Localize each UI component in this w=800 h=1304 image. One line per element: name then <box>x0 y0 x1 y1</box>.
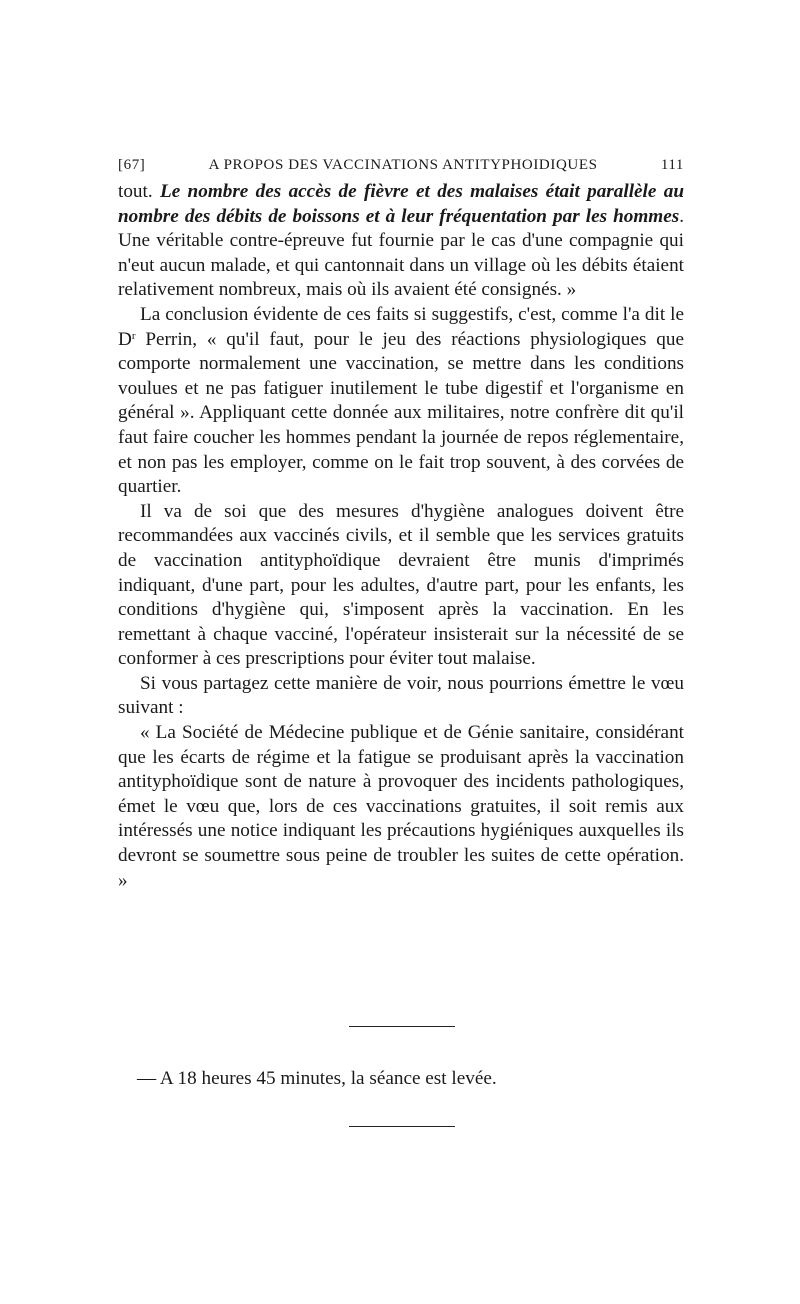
paragraph-2-superscript: r <box>131 329 136 342</box>
running-head <box>118 157 684 174</box>
paragraph-1-rest: . Une véritable contre-épreuve fut fournie par le cas d'une compagnie qui n'eut aucun malade, et qui cantonnait dans un village où les débits étaient relativement nombreux, mais où ils avaient été consignés. » <box>118 205 684 301</box>
chapter-ref: [67] <box>118 157 146 173</box>
body-text <box>118 180 684 893</box>
paragraph-2-part-2: Perrin, « qu'il faut, pour le jeu des réactions physiologiques que comporte normalement une vaccination, se mettre dans les conditions voulues et ne pas fatiguer inutilement le tube digestif et l'organisme en général ». Appliquant cette donnée aux militaires, notre confrère dit qu'il faut faire coucher les hommes pendant la journée de repos réglementaire, et non pas les employer, comme on le fait trop souvent, à des corvées de quartier. <box>118 328 684 498</box>
paragraph-2 <box>118 303 684 500</box>
section-divider-bottom <box>349 1126 455 1127</box>
page-body <box>118 157 684 893</box>
paragraph-2-part-1: La conclusion évidente de ces faits si suggestifs, c'est, comme l'a dit le D <box>118 303 684 350</box>
paragraph-3: Il va de soi que des mesures d'hygiène analogues doivent être recommandées aux vaccinés civils, et il semble que les services gratuits de vaccination antityphoïdique devraient être munis d'imprimés indiquant, d'une part, pour les adultes, d'autre part, pour les enfants, les conditions d'hygiène qui, s'imposent après la vaccination. En les remettant à chaque vacciné, l'opérateur insisterait sur la nécessité de se conformer à ces prescriptions pour éviter tout malaise. <box>118 500 684 670</box>
closing-line: — A 18 heures 45 minutes, la séance est levée. <box>137 1068 497 1089</box>
running-title: A PROPOS DES VACCINATIONS ANTITYPHOIDIQUES <box>208 157 598 173</box>
paragraph-1-italic: Le nombre des accès de fièvre et des malaises était parallèle au nombre des débits de boissons et à leur fréquentation par les hommes <box>118 181 684 227</box>
page-number: 111 <box>660 157 684 173</box>
paragraph-1-lead: tout. <box>118 181 160 202</box>
section-divider-top <box>349 1026 455 1027</box>
paragraph-4: Si vous partagez cette manière de voir, nous pourrions émettre le vœu suivant : <box>118 672 684 719</box>
paragraph-1 <box>118 180 684 303</box>
paragraph-5-resolution: « La Société de Médecine publique et de Génie sanitaire, considérant que les écarts de régime et la fatigue se produisant après la vaccination antityphoïdique sont de nature à provoquer des incidents pathologiques, émet le vœu que, lors de ces vaccinations gratuites, il soit remis aux intéressés une notice indiquant les précautions hygiéniques auxquelles ils devront se soumettre sous peine de troubler les suites de cette opération. » <box>118 722 684 891</box>
